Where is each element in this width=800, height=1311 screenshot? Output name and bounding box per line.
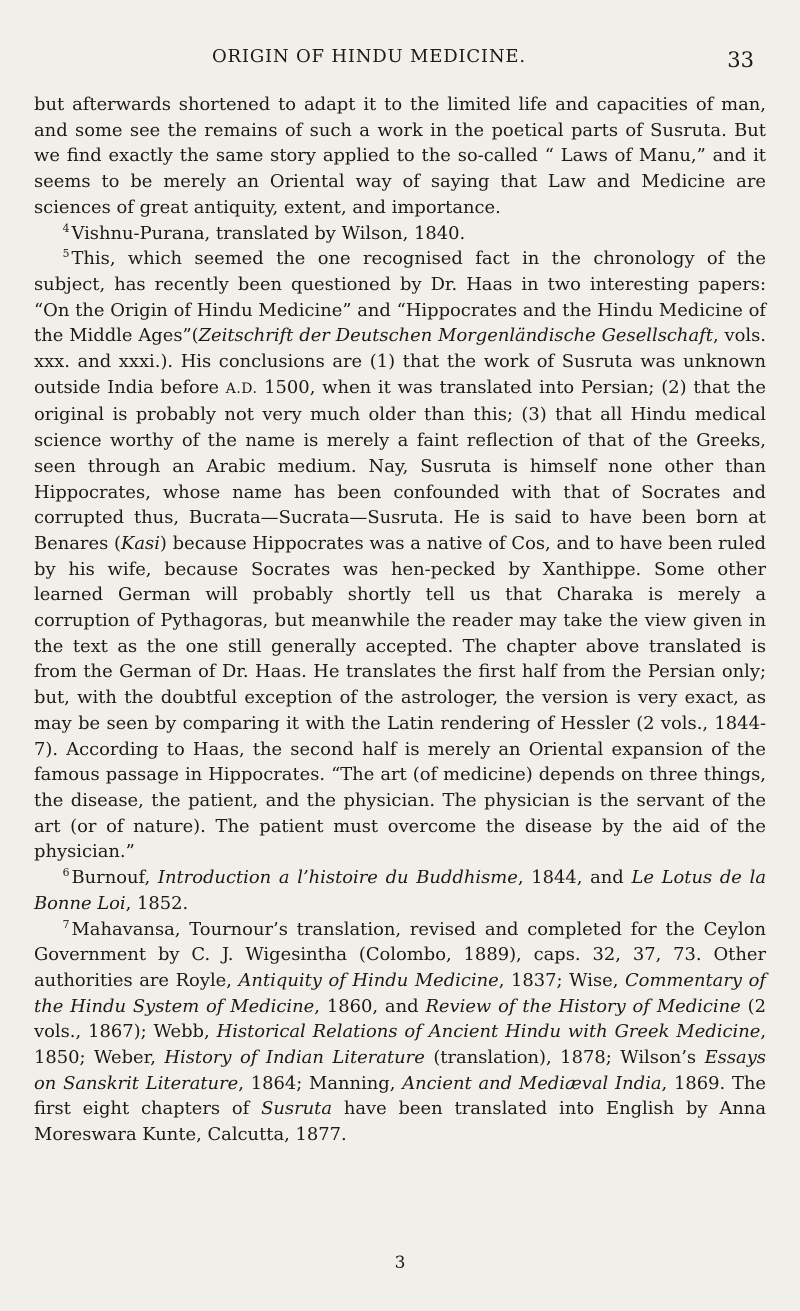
footnote-marker: 7 xyxy=(62,917,70,931)
running-head xyxy=(0,46,800,76)
footnote-4: $^4$ Vishnu-Purana, translated by Wilson, 1840. xyxy=(62,221,466,244)
footnote-7: $^7$ Mahavansa, Tournour’s translation, revised and completed for the Ceylon Government by C. J. Wigesintha (Colombo, 1889), caps. 32, 37, 73. Other authorities are Royle, Antiquity of Hindu Medicine, 1837; Wise, Commentary of the Hindu System of Medicine, 1860, and Review of the History of Medicine (2 vols., 1867); Webb, Historical Relations of Ancient Hindu with Greek Medicine, 1850; Weber, History of Indian Literature (translation), 1878; Wilson’s Essays on Sanskrit Literature, 1864; Manning, Ancient and Mediæval India, 1869. The first eight chapters of Susruta have been translated into English by Anna Moreswara Kunte, Calcutta, 1877. xyxy=(34,917,767,1146)
body-text xyxy=(34,92,766,1148)
page-number: 33 xyxy=(727,48,754,72)
running-title: ORIGIN OF HINDU MEDICINE. xyxy=(212,46,526,67)
continued-paragraph: but afterwards shortened to adapt it to the limited life and capacities of man, and some see the remains of such a work in the poetical parts of Susruta. But we find exactly the same story applied to the so-called “ Laws of Manu,” and it seems to be merely an Oriental way of saying that Law and Medicine are sciences of great antiquity, extent, and importance. xyxy=(34,94,766,218)
signature-mark: 3 xyxy=(394,1253,406,1273)
footnote-6: $^6$ Burnouf, Introduction a l’histoire du Buddhisme, 1844, and Le Lotus de la Bonne Loi, 1852. xyxy=(34,866,766,914)
footnote-5: $^5$ This, which seemed the one recognised fact in the chronology of the subject, has recently been questioned by Dr. Haas in two interesting papers: “On the Origin of Hindu Medicine” and “Hippocrates and the Hindu Medicine of the Middle Ages”(Zeitschrift der Deutschen Morgenländische Gesellschaft, vols. xxx. and xxxi.). His conclusions are (1) that the work of Susruta was unknown outside India before A.D. 1500, when it was translated into Persian; (2) that the original is probably not very much older than this; (3) that all Hindu medical science worthy of the name is merely a faint reflection of that of the Greeks, seen through an Arabic medium. Nay, Susruta is himself none other than Hippocrates, whose name has been confounded with that of Socrates and corrupted thus, Bucrata—Sucrata—Susruta. He is said to have been born at Benares (Kasi) because Hippocrates was a native of Cos, and to have been ruled by his wife, because Socrates was hen-pecked by Xanthippe. Some other learned German will probably shortly tell us that Charaka is merely a corruption of Pythagoras, but meanwhile the reader may take the view given in the text as the one still generally accepted. The chapter above translated is from the German of Dr. Haas. He translates the first half from the Persian only; but, with the doubtful exception of the astrologer, the version is very exact, as may be seen by comparing it with the Latin rendering of Hessler (2 vols., 1844-7). According to Haas, the second half is merely an Oriental expansion of the famous passage in Hippocrates. “The art (of medicine) depends on three things, the disease, the patient, and the physician. The physician is the servant of the art (or of nature). The patient must overcome the disease by the aid of the physician.” xyxy=(34,247,766,863)
footnote-marker: 6 xyxy=(62,866,70,880)
footnote-marker: 5 xyxy=(62,247,70,261)
footnote-marker: 4 xyxy=(62,221,70,235)
